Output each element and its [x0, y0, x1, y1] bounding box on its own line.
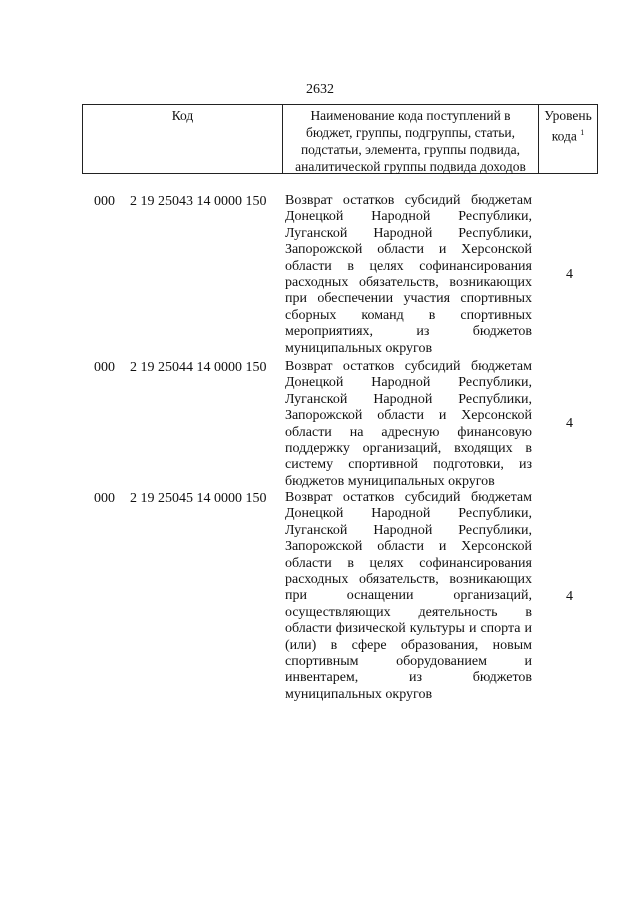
description-line: Донецкой Народной Республики,	[285, 506, 532, 522]
description-line: Возврат остатков субсидий бюджетам	[285, 359, 532, 374]
footnote-marker: 1	[580, 128, 585, 137]
description-line: мероприятиях, из бюджетов	[285, 324, 532, 340]
description-line: поддержку организаций, входящих в	[285, 441, 532, 457]
header-name-line: бюджет, группы, подгруппы, статьи,	[306, 125, 515, 140]
header-level-line	[539, 124, 597, 145]
description-line: (или) в сфере образования, новым	[285, 637, 532, 653]
description-line: области в целях софинансирования	[285, 258, 532, 274]
description-line: расходных обязательств, возникающих	[285, 275, 532, 291]
description-line: Донецкой Народной Республики,	[285, 209, 532, 225]
header-code: Код	[83, 105, 283, 173]
description-line: при оснащении организаций,	[285, 588, 532, 604]
revenue-code: 2 19 25044 14 0000 150	[130, 360, 267, 375]
revenue-code: 2 19 25045 14 0000 150	[130, 491, 267, 506]
description-line: спортивным оборудованием и	[285, 654, 532, 670]
revenue-code: 2 19 25043 14 0000 150	[130, 194, 267, 209]
description-line: систему спортивной подготовки, из	[285, 457, 532, 473]
description-line: осуществляющих деятельность в	[285, 604, 532, 620]
revenue-description	[285, 490, 532, 703]
header-name-line: аналитической группы подвида доходов	[295, 159, 526, 174]
admin-code: 000	[94, 491, 115, 506]
description-line: Донецкой Народной Республики,	[285, 375, 532, 391]
description-line: Запорожской области и Херсонской	[285, 539, 532, 555]
header-level-word: кода	[551, 128, 577, 144]
header-name-line: подстатьи, элемента, группы подвида,	[300, 142, 521, 157]
admin-code: 000	[94, 194, 115, 209]
code-level: 4	[566, 267, 573, 282]
description-line: Луганской Народной Республики,	[285, 225, 532, 241]
description-line: области физической культуры и спорта и	[285, 621, 532, 637]
revenue-description	[285, 359, 532, 490]
admin-code: 000	[94, 360, 115, 375]
description-line: расходных обязательств, возникающих	[285, 572, 532, 588]
description-line: Луганской Народной Республики,	[285, 391, 532, 407]
header-level	[539, 105, 597, 173]
description-line: Запорожской области и Херсонской	[285, 408, 532, 424]
code-level: 4	[566, 589, 573, 604]
description-line: бюджетов муниципальных округов	[285, 473, 495, 489]
table-header	[82, 104, 598, 174]
description-line: сборных команд в спортивных	[285, 307, 532, 323]
header-level-line: Уровень	[544, 108, 592, 123]
header-name	[283, 105, 539, 173]
description-line: области на адресную финансовую	[285, 424, 532, 440]
description-line: муниципальных округов	[285, 686, 433, 702]
description-line: Возврат остатков субсидий бюджетам	[285, 490, 532, 505]
description-line: Возврат остатков субсидий бюджетам	[285, 193, 532, 208]
description-line: Запорожской области и Херсонской	[285, 242, 532, 258]
page-number: 2632	[306, 82, 334, 97]
description-line: Луганской Народной Республики,	[285, 522, 532, 538]
description-line: муниципальных округов	[285, 340, 433, 356]
header-name-line: Наименование кода поступлений в	[310, 108, 511, 123]
code-level: 4	[566, 416, 573, 431]
description-line: при обеспечении участия спортивных	[285, 291, 532, 307]
description-line: инвентарем, из бюджетов	[285, 670, 532, 686]
revenue-description	[285, 193, 532, 357]
description-line: области в целях софинансирования	[285, 555, 532, 571]
